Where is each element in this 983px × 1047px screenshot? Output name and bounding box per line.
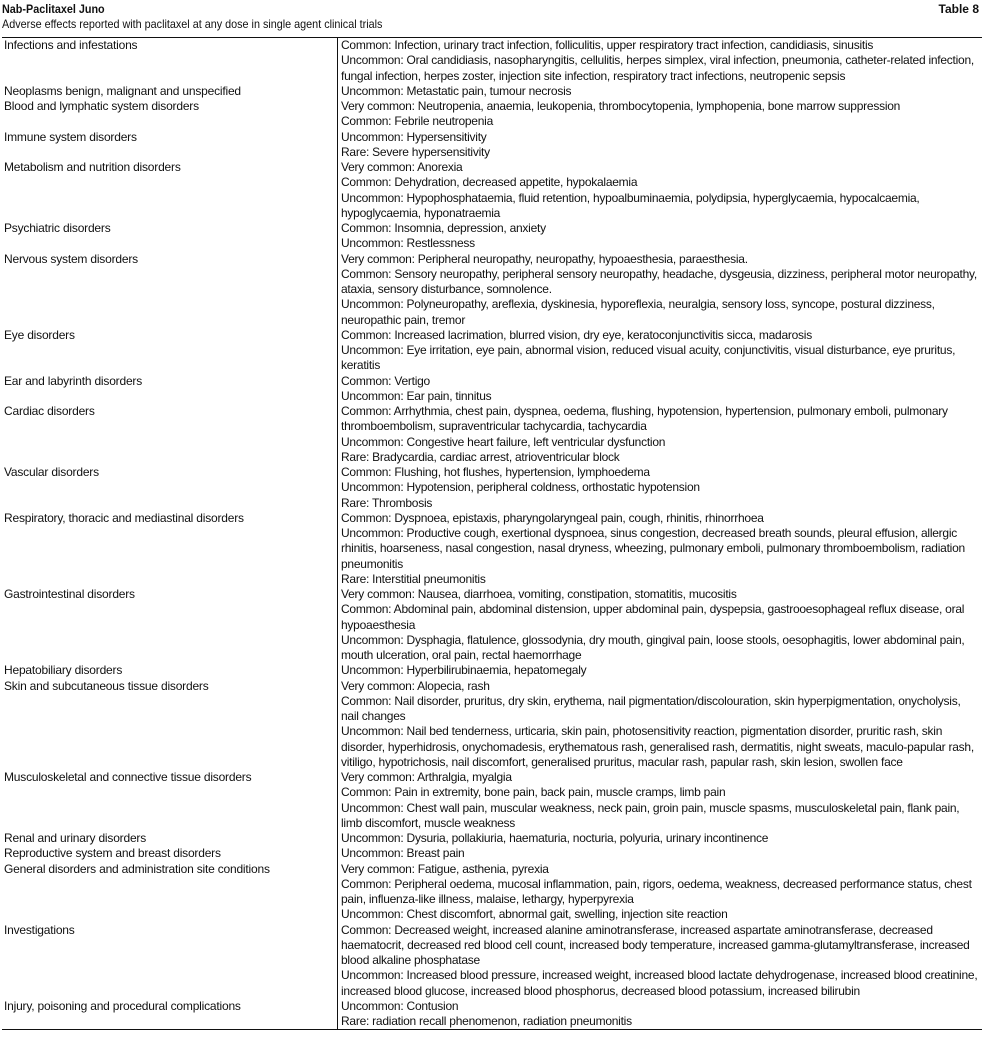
table-row — [2, 511, 982, 587]
effect-frequency-line: Uncommon: Contusion — [341, 998, 459, 1013]
table-row — [2, 221, 982, 252]
organ-class-cell — [2, 770, 338, 831]
organ-class-label: Blood and lymphatic system disorders — [4, 99, 199, 113]
organ-class-cell — [2, 221, 338, 252]
effect-frequency-line: Rare: Severe hypersensitivity — [341, 144, 490, 159]
effect-frequency-line: Common: Infection, urinary tract infection, folliculitis, upper respiratory tract infection, candidiasis, sinusitis — [341, 38, 874, 52]
organ-class-label: Skin and subcutaneous tissue disorders — [4, 678, 209, 693]
effect-frequency-line: Uncommon: Hypotension, peripheral coldness, orthostatic hypotension — [341, 480, 700, 495]
effect-frequency-line: Common: Arrhythmia, chest pain, dyspnea, oedema, flushing, hypotension, hypertension, pulmonary emboli, pulmonary thromboembolism, supraventricular tachycardia, tachycardia — [341, 404, 948, 434]
table-row — [2, 404, 982, 465]
effects-cell — [338, 84, 983, 99]
effect-frequency-line: Uncommon: Productive cough, exertional dyspnoea, sinus congestion, decreased breath sounds, pleural effusion, allergic rhinitis, hoarseness, nasal congestion, nasal dryness, wheezing, pulmonary emboli, pulmonary thromboembolism, radiation pneumonitis — [341, 526, 965, 571]
effect-frequency-line: Uncommon: Restlessness — [341, 236, 475, 251]
organ-class-label: Metabolism and nutrition disorders — [4, 160, 181, 174]
table-row — [2, 160, 982, 221]
effect-frequency-line: Common: Decreased weight, increased alanine aminotransferase, increased aspartate aminotransferase, decreased haematocrit, decreased red blood cell count, increased body temperature, increased gamma-glutamyltransferase, increased blood alkaline phosphatase — [341, 922, 970, 967]
organ-class-label: Vascular disorders — [4, 465, 99, 479]
organ-class-cell — [2, 252, 338, 328]
organ-class-label: Musculoskeletal and connective tissue disorders — [4, 770, 252, 784]
organ-class-cell — [2, 99, 338, 130]
effect-frequency-line: Common: Dyspnoea, epistaxis, pharyngolaryngeal pain, cough, rhinitis, rhinorrhoea — [341, 510, 764, 525]
organ-class-cell — [2, 38, 338, 84]
table-row — [2, 38, 982, 84]
effect-frequency-line: Common: Vertigo — [341, 373, 430, 388]
table-row — [2, 99, 982, 130]
organ-class-label: Injury, poisoning and procedural complications — [4, 998, 241, 1013]
table-row — [2, 84, 982, 99]
table-row — [2, 374, 982, 405]
effect-frequency-line: Uncommon: Chest wall pain, muscular weakness, neck pain, groin pain, muscle spasms, musculoskeletal pain, flank pain, limb discomfort, muscle weakness — [341, 800, 960, 830]
organ-class-cell — [2, 679, 338, 771]
organ-class-label: Psychiatric disorders — [4, 221, 111, 235]
table-header — [2, 2, 983, 17]
effect-frequency-line: Common: Flushing, hot flushes, hypertension, lymphoedema — [341, 465, 650, 479]
organ-class-label: Eye disorders — [4, 327, 75, 342]
organ-class-label: Respiratory, thoracic and mediastinal disorders — [4, 510, 244, 525]
organ-class-cell — [2, 999, 338, 1030]
effects-cell — [338, 862, 983, 923]
organ-class-label: Cardiac disorders — [4, 404, 95, 418]
organ-class-label: Hepatobiliary disorders — [4, 663, 123, 678]
organ-class-cell — [2, 328, 338, 374]
effect-frequency-line: Uncommon: Chest discomfort, abnormal gait, swelling, injection site reaction — [341, 907, 728, 922]
organ-class-cell — [2, 404, 338, 465]
effect-frequency-line: Very common: Alopecia, rash — [341, 678, 490, 693]
table-number: Table 8 — [938, 2, 979, 16]
effects-cell — [338, 99, 983, 130]
table-row — [2, 923, 982, 999]
effect-frequency-line: Common: Sensory neuropathy, peripheral sensory neuropathy, headache, dysgeusia, dizziness, peripheral motor neuropathy, ataxia, sensory disturbance, somnolence. — [341, 266, 977, 296]
organ-class-label: Renal and urinary disorders — [4, 831, 147, 845]
effect-frequency-line: Uncommon: Increased blood pressure, increased weight, increased blood lactate dehydrogenase, increased blood creatinine, increased blood glucose, increased blood phosphorus, decreased blood potassium, increased bilirubin — [341, 968, 978, 998]
effect-frequency-line: Common: Increased lacrimation, blurred vision, dry eye, keratoconjunctivitis sicca, madarosis — [341, 327, 812, 342]
effect-frequency-line: Very common: Nausea, diarrhoea, vomiting, constipation, stomatitis, mucositis — [341, 587, 737, 601]
table-row — [2, 679, 982, 771]
effects-cell — [338, 679, 983, 771]
organ-class-cell — [2, 130, 338, 161]
effect-frequency-line: Very common: Anorexia — [341, 160, 463, 174]
effect-frequency-line: Rare: Interstitial pneumonitis — [341, 571, 486, 586]
effect-frequency-line: Very common: Fatigue, asthenia, pyrexia — [341, 861, 549, 876]
effects-cell — [338, 38, 983, 84]
table-row — [2, 252, 982, 328]
effects-cell — [338, 252, 983, 328]
effect-frequency-line: Rare: Thrombosis — [341, 495, 433, 510]
effects-cell — [338, 923, 983, 999]
effect-frequency-line: Uncommon: Breast pain — [341, 846, 465, 861]
effects-cell — [338, 587, 983, 663]
effects-cell — [338, 831, 983, 846]
table-row — [2, 999, 982, 1030]
organ-class-cell — [2, 587, 338, 663]
organ-class-cell — [2, 663, 338, 678]
organ-class-label: Immune system disorders — [4, 129, 137, 144]
effect-frequency-line: Uncommon: Metastatic pain, tumour necrosis — [341, 83, 572, 98]
effect-frequency-line: Uncommon: Dysuria, pollakiuria, haematuria, nocturia, polyuria, urinary incontinence — [341, 831, 769, 845]
effects-cell — [338, 374, 983, 405]
table-row — [2, 831, 982, 846]
effects-cell — [338, 465, 983, 511]
table-row — [2, 862, 982, 923]
organ-class-cell — [2, 511, 338, 587]
document-title: Nab-Paclitaxel Juno — [2, 2, 105, 16]
organ-class-label: Investigations — [4, 922, 75, 937]
effect-frequency-line: Very common: Peripheral neuropathy, neuropathy, hypoaesthesia, paraesthesia. — [341, 251, 748, 266]
organ-class-label: General disorders and administration site conditions — [4, 861, 270, 876]
table-row — [2, 465, 982, 511]
effect-frequency-line: Common: Peripheral oedema, mucosal inflammation, pain, rigors, oedema, weakness, decreased performance status, chest pain, influenza-like illness, malaise, lethargy, hyperpyrexia — [341, 876, 972, 906]
adverse-effects-table — [2, 37, 982, 1030]
effects-cell — [338, 130, 983, 161]
effect-frequency-line: Common: Febrile neutropenia — [341, 114, 493, 129]
organ-class-cell — [2, 160, 338, 221]
effect-frequency-line: Uncommon: Nail bed tenderness, urticaria, skin pain, photosensitivity reaction, pigmentation disorder, pruritic rash, skin disorder, hyperhidrosis, onychomadesis, erythematous rash, generalised rash, dermatitis, night sweats, maculo-papular rash, vitiligo, hypotrichosis, nail discomfort, generalised pruritus, macular rash, papular rash, skin lesion, swollen face — [341, 724, 974, 769]
effect-frequency-line: Uncommon: Hypersensitivity — [341, 129, 487, 144]
effects-cell — [338, 404, 983, 465]
effect-frequency-line: Common: Dehydration, decreased appetite, hypokalaemia — [341, 175, 638, 190]
table-row — [2, 587, 982, 663]
organ-class-label: Nervous system disorders — [4, 251, 138, 266]
effect-frequency-line: Uncommon: Congestive heart failure, left ventricular dysfunction — [341, 434, 666, 449]
effects-cell — [338, 663, 983, 678]
table-row — [2, 328, 982, 374]
organ-class-label: Infections and infestations — [4, 38, 138, 52]
organ-class-label: Ear and labyrinth disorders — [4, 373, 143, 388]
organ-class-cell — [2, 862, 338, 923]
effect-frequency-line: Uncommon: Dysphagia, flatulence, glossodynia, dry mouth, gingival pain, loose stools, oesophagitis, lower abdominal pain, mouth ulceration, oral pain, rectal haemorrhage — [341, 632, 965, 662]
organ-class-label: Reproductive system and breast disorders — [4, 846, 221, 861]
effect-frequency-line: Uncommon: Hypophosphataemia, fluid retention, hypoalbuminaemia, polydipsia, hyperglycaemia, hypocalcaemia, hypoglycaemia, hyponatraemia — [341, 190, 920, 220]
effect-frequency-line: Uncommon: Eye irritation, eye pain, abnormal vision, reduced visual acuity, conjunctivitis, visual disturbance, eye pruritus, keratitis — [341, 343, 956, 373]
effect-frequency-line: Very common: Arthralgia, myalgia — [341, 770, 512, 784]
effect-frequency-line: Uncommon: Ear pain, tinnitus — [341, 388, 492, 403]
effect-frequency-line: Uncommon: Oral candidiasis, nasopharyngitis, cellulitis, herpes simplex, viral infection, pneumonia, catheter-related infection, fungal infection, herpes zoster, injection site infection, respiratory tract infections, neutropenic sepsis — [341, 53, 974, 83]
effect-frequency-line: Common: Insomnia, depression, anxiety — [341, 221, 546, 235]
effect-frequency-line: Common: Pain in extremity, bone pain, back pain, muscle cramps, limb pain — [341, 785, 726, 800]
table-row — [2, 130, 982, 161]
organ-class-cell — [2, 374, 338, 405]
effect-frequency-line: Very common: Neutropenia, anaemia, leukopenia, thrombocytopenia, lymphopenia, bone marrow suppression — [341, 99, 901, 113]
table-row — [2, 663, 982, 678]
table-caption: Adverse effects reported with paclitaxel at any dose in single agent clinical trials — [2, 17, 383, 31]
effect-frequency-line: Uncommon: Polyneuropathy, areflexia, dyskinesia, hyporeflexia, neuralgia, sensory loss, syncope, postural dizziness, neuropathic pain, tremor — [341, 297, 935, 327]
organ-class-cell — [2, 465, 338, 511]
organ-class-label: Gastrointestinal disorders — [4, 587, 135, 601]
effects-cell — [338, 770, 983, 831]
effects-cell — [338, 160, 983, 221]
organ-class-label: Neoplasms benign, malignant and unspecified — [4, 83, 241, 98]
effects-cell — [338, 221, 983, 252]
organ-class-cell — [2, 923, 338, 999]
table-row — [2, 846, 982, 861]
effects-cell — [338, 328, 983, 374]
effect-frequency-line: Uncommon: Hyperbilirubinaemia, hepatomegaly — [341, 663, 587, 678]
effects-cell — [338, 999, 983, 1030]
table-row — [2, 770, 982, 831]
effects-cell — [338, 511, 983, 587]
organ-class-cell — [2, 831, 338, 846]
organ-class-cell — [2, 846, 338, 861]
adverse-effects-table-body — [2, 38, 982, 1030]
effect-frequency-line: Rare: Bradycardia, cardiac arrest, atrioventricular block — [341, 449, 620, 464]
effect-frequency-line: Rare: radiation recall phenomenon, radiation pneumonitis — [341, 1014, 632, 1028]
effect-frequency-line: Common: Abdominal pain, abdominal distension, upper abdominal pain, dyspepsia, gastrooesophageal reflux disease, oral hypoaesthesia — [341, 602, 965, 632]
effect-frequency-line: Common: Nail disorder, pruritus, dry skin, erythema, nail pigmentation/discolouration, skin hyperpigmentation, onycholysis, nail changes — [341, 693, 961, 723]
organ-class-cell — [2, 84, 338, 99]
effects-cell — [338, 846, 983, 861]
